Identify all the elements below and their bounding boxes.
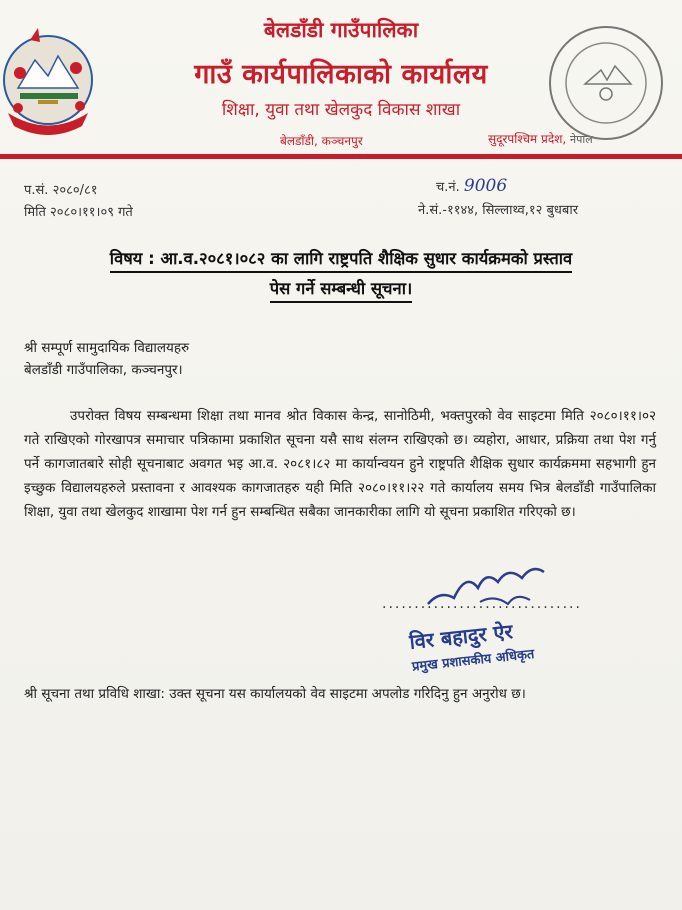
- addressee: [24, 337, 189, 381]
- municipality-name: बेलडाँडी गाउँपालिका: [263, 18, 419, 42]
- letter-number: प.सं. २०८०/८१: [24, 183, 98, 198]
- copy-to-line: श्री सूचना तथा प्रविधि शाखा: उक्त सूचना यस कार्यालयको वेव साइटमा अपलोड गरिदिनु हुन अनुरोध छ।: [24, 686, 526, 702]
- letter-date: मिति २०८०।११।०९ गते: [24, 205, 133, 220]
- office-name: गाउँ कार्यपालिकाको कार्यालय: [194, 59, 488, 90]
- signatory-title: प्रमुख प्रशासकीय अधिकृत: [411, 646, 536, 675]
- country-name: नेपाल: [570, 133, 593, 146]
- signatory-stamp: [408, 607, 612, 675]
- header-divider: [0, 154, 682, 159]
- addressee-line-1: श्री सम्पूर्ण सामुदायिक विद्यालयहरु: [24, 340, 190, 356]
- nepal-sambat-date: ने.सं.-११४४, सिल्लाथ्व,१२ बुधबार: [418, 203, 579, 218]
- office-seal-icon: [545, 22, 667, 144]
- province-name: सुदूरपश्चिम प्रदेश,: [488, 132, 567, 146]
- subject-line-2: पेस गर्ने सम्बन्धी सूचना।: [270, 277, 412, 303]
- letter-body: उपरोक्त विषय सम्बन्धमा शिक्षा तथा मानव श्रोत विकास केन्द्र, सानोठिमी, भक्तपुरको वेव साइटमा मिति २०८०।११।०२ गते राखिएको गोरखापत्र समाचार पत्रिकामा प्रकाशित सूचना यसै साथ संलग्न राखिएको छ। व्यहोरा, आधार, प्रक्रिया तथा पेश गर्नु पर्ने कागजातबारे सोही सूचनाबाट अवगत भइ आ.व. २०८१।८२ मा कार्यान्वयन हुने राष्ट्रपति शैक्षिक सुधार कार्यक्रममा सहभागी हुन इच्छुक विद्यालयहरुले प्रस्तावना र आवश्यक कागजातहरु यही मिति २०८०।११।२२ गते कार्यालय समय भित्र बेलडाँडी गाउँपालिका शिक्षा, युवा तथा खेलकुद शाखामा पेश गर्न हुन सम्बन्धित सबैका जानकारीका लागि यो सूचना प्रकाशित गरिएको छ।: [24, 408, 656, 520]
- signatory-name: विर बहादुर ऐर: [408, 619, 514, 654]
- branch-name: शिक्षा, युवा तथा खेलकुद विकास शाखा: [221, 100, 461, 120]
- dispatch-label: च.नं.: [436, 180, 460, 195]
- subject-heading: [24, 244, 658, 304]
- dispatch-number: [436, 176, 507, 196]
- office-location: बेलडाँडी, कञ्चनपुर: [280, 134, 363, 148]
- addressee-line-2: बेलडाँडी गाउँपालिका, कञ्चनपुर।: [24, 362, 183, 378]
- signature-line: ...............................: [382, 596, 582, 612]
- nepal-emblem-icon: [0, 18, 95, 143]
- dispatch-value: 9006: [463, 176, 508, 196]
- letterhead: [120, 12, 562, 120]
- subject-line-1: विषय : आ.व.२०८१।०८२ का लागि राष्ट्रपति शैक्षिक सुधार कार्यक्रमको प्रस्ताव: [110, 247, 572, 273]
